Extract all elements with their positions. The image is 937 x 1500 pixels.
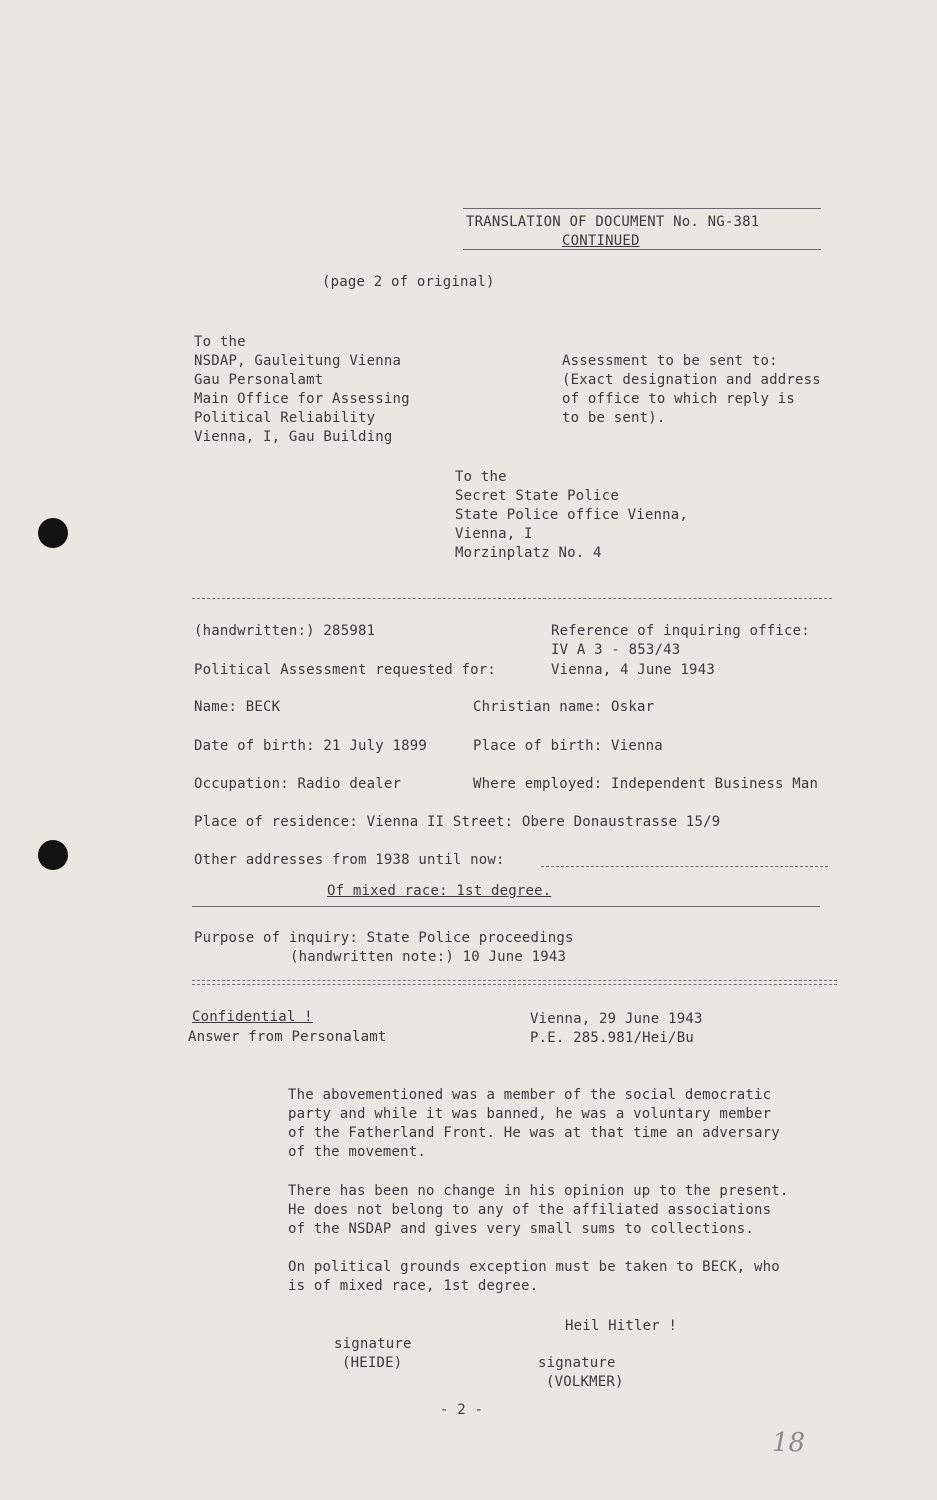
header-rule-bottom — [463, 249, 821, 250]
handwritten-number: (handwritten:) 285981 — [194, 623, 376, 639]
purpose-handwritten-note: (handwritten note:) 10 June 1943 — [290, 949, 567, 965]
paragraph-line: of the NSDAP and gives very small sums to collections. — [288, 1221, 754, 1237]
address-line: Political Reliability — [194, 410, 376, 426]
reply-line: Assessment to be sent to: — [562, 353, 778, 369]
signature-right-name: (VOLKMER) — [546, 1374, 624, 1390]
reference-value: IV A 3 - 853/43 — [551, 642, 681, 658]
answer-date: Vienna, 29 June 1943 — [530, 1011, 703, 1027]
address-line: Morzinplatz No. 4 — [455, 545, 602, 561]
request-line: Political Assessment requested for: — [194, 662, 497, 678]
answer-reference: P.E. 285.981/Hei/Bu — [530, 1030, 694, 1046]
address-line: Gau Personalamt — [194, 372, 324, 388]
employer-field: Where employed: Independent Business Man — [473, 776, 819, 792]
mixed-race-note: Of mixed race: 1st degree. — [327, 883, 552, 899]
divider-double-dashed — [192, 980, 837, 985]
paragraph-line: On political grounds exception must be taken to BECK, who — [288, 1259, 780, 1275]
reference-label: Reference of inquiring office: — [551, 623, 810, 639]
place-date: Vienna, 4 June 1943 — [551, 662, 715, 678]
address-line: NSDAP, Gauleitung Vienna — [194, 353, 402, 369]
other-addresses-field: Other addresses from 1938 until now: — [194, 852, 505, 868]
handwritten-page-mark: 18 — [772, 1428, 806, 1458]
divider-solid — [192, 906, 820, 907]
reply-line: to be sent). — [562, 410, 666, 426]
paragraph-line: of the Fatherland Front. He was at that time an adversary — [288, 1125, 780, 1141]
address-line: Main Office for Assessing — [194, 391, 410, 407]
closing-salutation: Heil Hitler ! — [565, 1318, 678, 1334]
paragraph-line: He does not belong to any of the affiliated associations — [288, 1202, 772, 1218]
address-line: To the — [455, 469, 507, 485]
name-field: Name: BECK — [194, 699, 281, 715]
document-title: TRANSLATION OF DOCUMENT No. NG-381 — [466, 214, 760, 230]
address-line: Secret State Police — [455, 488, 619, 504]
signature-left-label: signature — [334, 1336, 412, 1352]
blank-fill-line — [541, 866, 828, 867]
address-line: To the — [194, 334, 246, 350]
paragraph-line: There has been no change in his opinion up to the present. — [288, 1183, 789, 1199]
occupation-field: Occupation: Radio dealer — [194, 776, 402, 792]
purpose-field: Purpose of inquiry: State Police proceedings — [194, 930, 574, 946]
divider-dashed — [192, 598, 832, 599]
reply-line: (Exact designation and address — [562, 372, 821, 388]
page-number: - 2 - — [440, 1402, 484, 1418]
address-line: State Police office Vienna, — [455, 507, 688, 523]
confidential-label: Confidential ! — [192, 1009, 313, 1025]
page-note: (page 2 of original) — [322, 274, 495, 290]
christian-name-field: Christian name: Oskar — [473, 699, 655, 715]
address-line: Vienna, I — [455, 526, 533, 542]
address-line: Vienna, I, Gau Building — [194, 429, 393, 445]
residence-field: Place of residence: Vienna II Street: Obere Donaustrasse 15/9 — [194, 814, 721, 830]
continued-label: CONTINUED — [562, 233, 640, 249]
paragraph-line: party and while it was banned, he was a voluntary member — [288, 1106, 772, 1122]
signature-left-name: (HEIDE) — [342, 1355, 403, 1371]
birth-date-field: Date of birth: 21 July 1899 — [194, 738, 427, 754]
paragraph-line: The abovementioned was a member of the social democratic — [288, 1087, 772, 1103]
punch-hole-top — [38, 518, 68, 548]
punch-hole-bottom — [38, 840, 68, 870]
paragraph-line: is of mixed race, 1st degree. — [288, 1278, 539, 1294]
birth-place-field: Place of birth: Vienna — [473, 738, 663, 754]
answer-from: Answer from Personalamt — [188, 1029, 387, 1045]
reply-line: of office to which reply is — [562, 391, 795, 407]
paragraph-line: of the movement. — [288, 1144, 427, 1160]
signature-right-label: signature — [538, 1355, 616, 1371]
header-rule-top — [463, 208, 821, 209]
